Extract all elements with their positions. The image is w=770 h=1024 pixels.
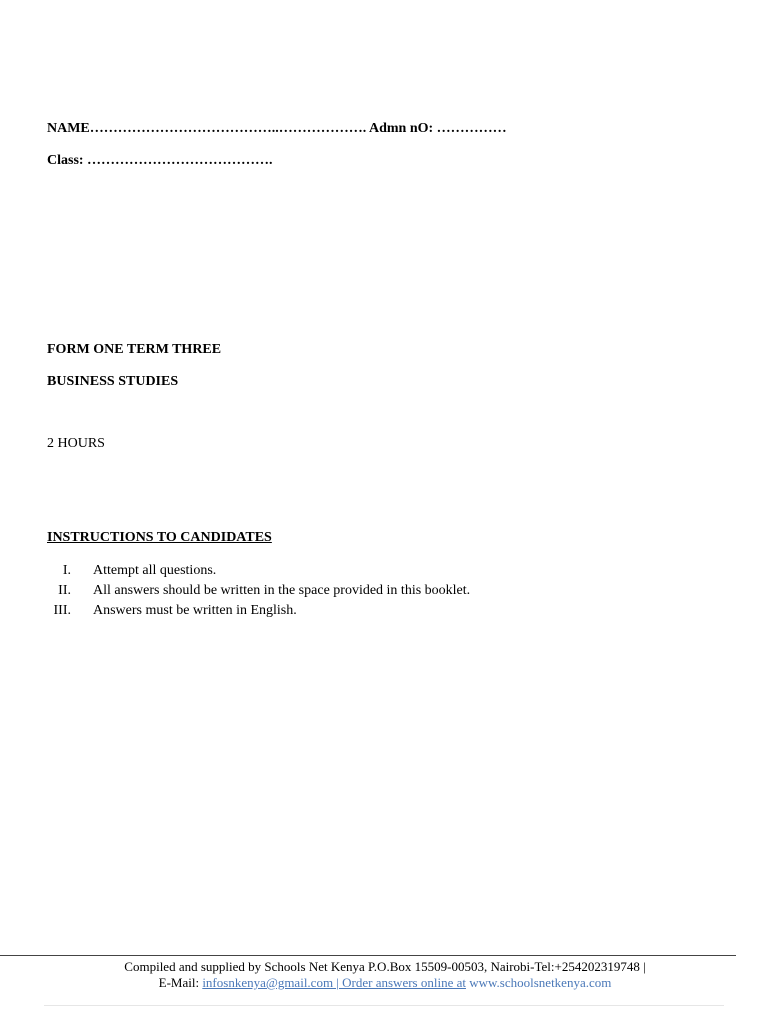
exam-title: FORM ONE TERM THREE (47, 342, 222, 357)
footer-bottom-divider (44, 1005, 724, 1006)
instruction-item (47, 581, 471, 601)
footer-divider (0, 955, 736, 956)
instruction-number: III. (53, 603, 71, 618)
footer-email-link[interactable]: infosnkenya@gmail.com | Order answers online at (202, 975, 466, 990)
instruction-item (47, 561, 217, 581)
footer-compiled-line: Compiled and supplied by Schools Net Kenya P.O.Box 15509-00503, Nairobi-Tel:+254202319748 | (124, 959, 646, 974)
footer-email-label: E-Mail: (158, 975, 203, 990)
instructions-list (47, 561, 471, 621)
instruction-number: I. (62, 563, 71, 578)
footer-website-link[interactable]: www.schoolsnetkenya.com (469, 975, 612, 990)
instruction-text: Answers must be written in English. (93, 603, 297, 618)
instruction-text: Attempt all questions. (93, 563, 217, 578)
footer-contact-line (0, 975, 770, 991)
class-line: Class: …………………………………. (47, 153, 273, 168)
instructions-heading: INSTRUCTIONS TO CANDIDATES (47, 530, 272, 545)
footer (0, 959, 770, 991)
instruction-item (47, 601, 297, 621)
instruction-number: II. (58, 583, 71, 598)
name-admission-line: NAME…………………………………..………………. Admn nO: …………… (47, 121, 507, 136)
instruction-text: All answers should be written in the space provided in this booklet. (93, 583, 471, 598)
exam-subject: BUSINESS STUDIES (47, 374, 179, 389)
exam-duration: 2 HOURS (47, 436, 105, 451)
